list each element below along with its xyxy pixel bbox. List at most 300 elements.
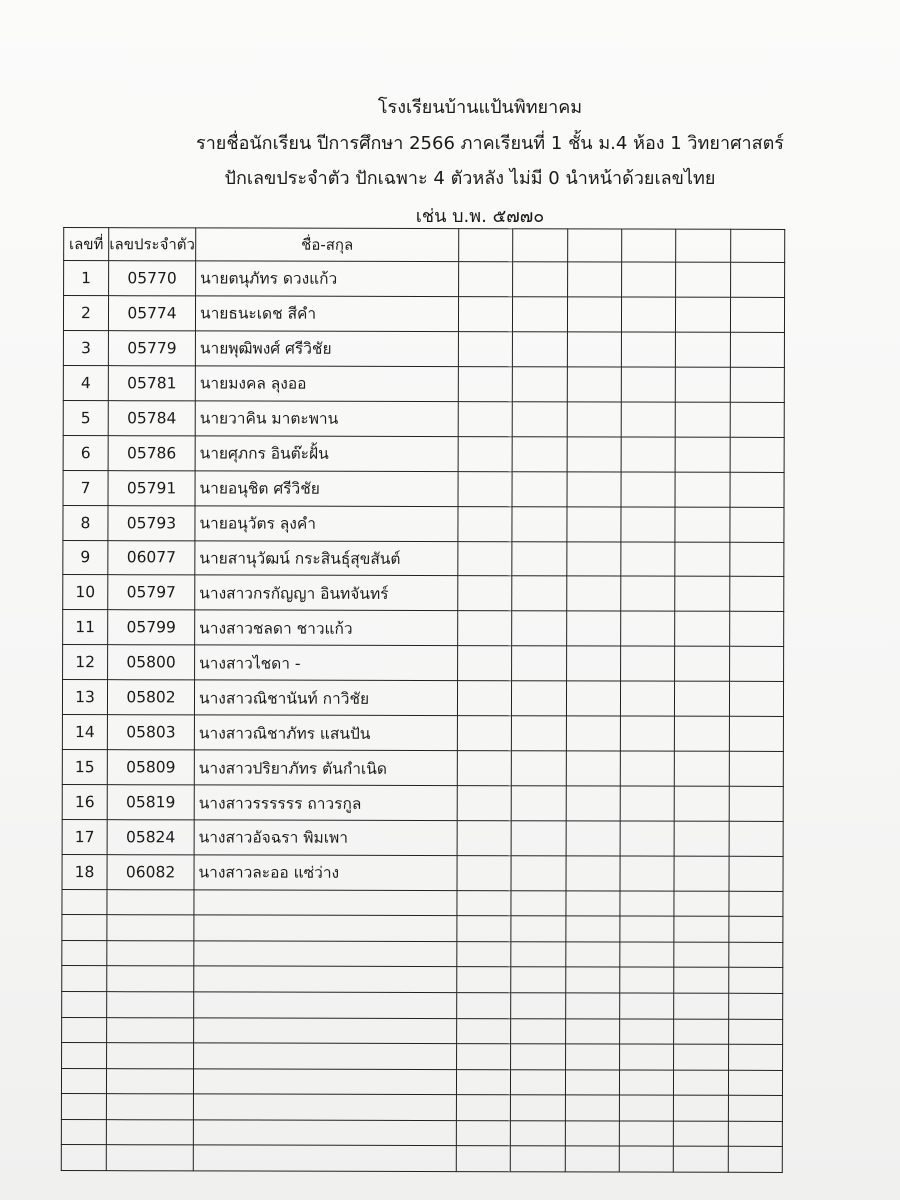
blank-cell bbox=[194, 966, 457, 992]
student-name: นางสาวปริยาภัทร ตันกำเนิด bbox=[194, 750, 457, 786]
student-id: 05784 bbox=[108, 400, 195, 435]
student-id: 05797 bbox=[108, 575, 195, 610]
blank-cell bbox=[512, 576, 566, 611]
blank-cell bbox=[730, 507, 784, 542]
blank-cell bbox=[565, 1121, 619, 1147]
student-name: นายสานุวัฒน์ กระสินธุ์สุขสันต์ bbox=[195, 540, 458, 576]
blank-cell bbox=[674, 821, 728, 856]
blank-cell bbox=[567, 402, 621, 437]
blank-cell bbox=[511, 916, 565, 942]
blank-cell bbox=[729, 917, 783, 943]
blank-cell bbox=[621, 437, 675, 472]
blank-cell bbox=[512, 541, 566, 576]
blank-cell bbox=[107, 966, 194, 992]
table-row bbox=[62, 820, 783, 857]
blank-cell bbox=[456, 1146, 510, 1172]
blank-cell bbox=[728, 968, 782, 994]
table-row bbox=[64, 261, 785, 298]
blank-cell bbox=[456, 1095, 510, 1121]
blank-cell bbox=[621, 332, 675, 367]
column-header-student-id: เลขประจำตัว bbox=[109, 228, 196, 261]
blank-cell bbox=[675, 612, 729, 647]
blank-cell bbox=[457, 942, 511, 968]
blank-cell bbox=[674, 1070, 728, 1096]
blank-cell bbox=[619, 1070, 673, 1096]
blank-cell bbox=[567, 472, 621, 507]
blank-cell bbox=[674, 1146, 728, 1172]
student-id: 05791 bbox=[108, 470, 195, 505]
blank-cell bbox=[620, 967, 674, 993]
student-id: 05803 bbox=[107, 715, 194, 750]
blank-cell bbox=[512, 681, 566, 716]
blank-cell bbox=[511, 821, 565, 856]
blank-column-header bbox=[622, 229, 676, 262]
blank-cell bbox=[457, 681, 511, 716]
empty-table-row bbox=[62, 915, 783, 942]
blank-cell bbox=[457, 1018, 511, 1044]
blank-cell bbox=[459, 262, 513, 297]
blank-cell bbox=[676, 297, 730, 332]
blank-cell bbox=[107, 992, 194, 1018]
blank-cell bbox=[193, 1094, 456, 1120]
blank-cell bbox=[457, 821, 511, 856]
blank-cell bbox=[107, 1017, 194, 1043]
row-number: 2 bbox=[63, 295, 108, 330]
blank-cell bbox=[457, 890, 511, 916]
blank-cell bbox=[567, 262, 621, 297]
blank-cell bbox=[61, 1119, 106, 1145]
blank-cell bbox=[194, 915, 457, 941]
blank-cell bbox=[62, 915, 107, 941]
row-number: 5 bbox=[63, 400, 108, 435]
blank-cell bbox=[674, 1095, 728, 1121]
blank-cell bbox=[621, 542, 675, 577]
student-name: นายอนุวัตร ลุงคำ bbox=[195, 505, 458, 541]
blank-cell bbox=[62, 889, 107, 915]
blank-cell bbox=[513, 262, 567, 297]
blank-cell bbox=[457, 856, 511, 891]
blank-cell bbox=[513, 297, 567, 332]
blank-cell bbox=[621, 297, 675, 332]
empty-table-row bbox=[61, 1119, 782, 1146]
blank-cell bbox=[730, 402, 784, 437]
blank-cell bbox=[674, 891, 728, 917]
row-number: 18 bbox=[62, 854, 107, 889]
blank-cell bbox=[728, 993, 782, 1019]
column-header-number: เลขที่ bbox=[64, 228, 109, 261]
row-number: 8 bbox=[63, 505, 108, 540]
blank-cell bbox=[567, 367, 621, 402]
student-name: นายธนะเดช สีคำ bbox=[195, 296, 458, 332]
blank-cell bbox=[106, 1119, 193, 1145]
student-id: 05824 bbox=[107, 820, 194, 855]
blank-cell bbox=[567, 332, 621, 367]
blank-cell bbox=[729, 821, 783, 856]
blank-cell bbox=[619, 1146, 673, 1172]
blank-cell bbox=[511, 1120, 565, 1146]
blank-cell bbox=[620, 786, 674, 821]
blank-cell bbox=[566, 856, 620, 891]
blank-cell bbox=[675, 751, 729, 786]
blank-cell bbox=[621, 576, 675, 611]
blank-cell bbox=[511, 993, 565, 1019]
blank-cell bbox=[61, 1094, 106, 1120]
blank-cell bbox=[194, 890, 457, 916]
blank-cell bbox=[511, 891, 565, 917]
blank-cell bbox=[728, 1095, 782, 1121]
student-id: 05793 bbox=[108, 505, 195, 540]
table-row bbox=[63, 400, 784, 437]
blank-cell bbox=[620, 1019, 674, 1045]
blank-cell bbox=[566, 541, 620, 576]
student-roster-table bbox=[61, 227, 785, 1173]
blank-cell bbox=[565, 1069, 619, 1095]
blank-cell bbox=[566, 611, 620, 646]
blank-cell bbox=[512, 751, 566, 786]
blank-cell bbox=[106, 1068, 193, 1094]
blank-cell bbox=[512, 611, 566, 646]
blank-cell bbox=[729, 716, 783, 751]
row-number: 4 bbox=[63, 365, 108, 400]
blank-cell bbox=[512, 786, 566, 821]
blank-cell bbox=[512, 646, 566, 681]
blank-cell bbox=[676, 402, 730, 437]
blank-cell bbox=[458, 611, 512, 646]
blank-cell bbox=[513, 401, 567, 436]
table-row bbox=[63, 295, 784, 332]
row-number: 16 bbox=[62, 785, 107, 820]
blank-cell bbox=[194, 941, 457, 967]
table-row bbox=[62, 680, 783, 717]
student-id: 06082 bbox=[107, 855, 194, 890]
blank-cell bbox=[729, 542, 783, 577]
blank-cell bbox=[729, 891, 783, 917]
blank-cell bbox=[674, 993, 728, 1019]
blank-cell bbox=[675, 681, 729, 716]
row-number: 10 bbox=[63, 575, 108, 610]
blank-cell bbox=[566, 646, 620, 681]
blank-cell bbox=[730, 367, 784, 402]
student-name: นายศุภกร อินต๊ะฝั้น bbox=[195, 436, 458, 472]
blank-cell bbox=[513, 367, 567, 402]
blank-cell bbox=[567, 506, 621, 541]
table-row bbox=[63, 645, 784, 682]
blank-cell bbox=[458, 366, 512, 401]
blank-cell bbox=[728, 1121, 782, 1147]
blank-cell bbox=[620, 751, 674, 786]
blank-cell bbox=[730, 332, 784, 367]
blank-cell bbox=[511, 1095, 565, 1121]
blank-cell bbox=[565, 993, 619, 1019]
blank-cell bbox=[107, 941, 194, 967]
student-name: นางสาวกรกัญญา อินทจันทร์ bbox=[195, 575, 458, 611]
blank-cell bbox=[458, 471, 512, 506]
student-name: นางสาวณิชานันท์ กาวิชัย bbox=[194, 680, 457, 716]
student-id: 06077 bbox=[108, 540, 195, 575]
blank-cell bbox=[512, 471, 566, 506]
row-number: 6 bbox=[63, 435, 108, 470]
student-name: นางสาวอัจฉรา พิมเพา bbox=[194, 820, 457, 856]
empty-table-row bbox=[62, 889, 783, 916]
blank-cell bbox=[620, 916, 674, 942]
blank-cell bbox=[458, 576, 512, 611]
empty-table-row bbox=[61, 1094, 782, 1121]
blank-cell bbox=[565, 967, 619, 993]
blank-cell bbox=[566, 751, 620, 786]
blank-column-header bbox=[676, 229, 730, 262]
blank-cell bbox=[674, 856, 728, 891]
blank-cell bbox=[566, 786, 620, 821]
blank-cell bbox=[622, 262, 676, 297]
table-row bbox=[63, 435, 784, 472]
blank-cell bbox=[674, 917, 728, 943]
student-name: นายอนุชิต ศรีวิชัย bbox=[195, 471, 458, 507]
blank-cell bbox=[513, 332, 567, 367]
blank-cell bbox=[61, 1145, 106, 1171]
table-row bbox=[62, 854, 783, 891]
example-text: เช่น บ.พ. ๕๗๗๐ bbox=[415, 206, 545, 227]
blank-cell bbox=[511, 942, 565, 968]
blank-cell bbox=[566, 716, 620, 751]
table-header-row bbox=[64, 228, 785, 263]
row-number: 11 bbox=[63, 610, 108, 645]
blank-column-header bbox=[567, 229, 621, 262]
blank-cell bbox=[62, 1017, 107, 1043]
blank-cell bbox=[730, 437, 784, 472]
row-number: 1 bbox=[64, 261, 109, 296]
blank-cell bbox=[675, 472, 729, 507]
blank-cell bbox=[674, 968, 728, 994]
blank-cell bbox=[512, 436, 566, 471]
blank-cell bbox=[620, 856, 674, 891]
blank-cell bbox=[729, 856, 783, 891]
blank-cell bbox=[62, 966, 107, 992]
blank-cell bbox=[729, 751, 783, 786]
blank-cell bbox=[675, 716, 729, 751]
blank-cell bbox=[456, 1120, 510, 1146]
student-name: นายตนุภัทร ดวงแก้ว bbox=[196, 261, 459, 297]
instruction-text: ปักเลขประจำตัว ปักเฉพาะ 4 ตัวหลัง ไม่มี 0 นำหน้าด้วยเลขไทย bbox=[224, 168, 716, 189]
blank-cell bbox=[511, 1146, 565, 1172]
blank-cell bbox=[620, 1044, 674, 1070]
row-number: 7 bbox=[63, 470, 108, 505]
blank-cell bbox=[619, 1121, 673, 1147]
empty-table-row bbox=[62, 940, 783, 967]
class-title: รายชื่อนักเรียน ปีการศึกษา 2566 ภาคเรียนที่ 1 ชั้น ม.4 ห้อง 1 วิทยาศาสตร์ bbox=[196, 133, 784, 154]
row-number: 17 bbox=[62, 820, 107, 855]
table-row bbox=[63, 575, 784, 612]
blank-cell bbox=[728, 1019, 782, 1045]
student-name: นางสาวไชดา - bbox=[195, 645, 458, 681]
row-number: 9 bbox=[63, 540, 108, 575]
blank-cell bbox=[62, 1043, 107, 1069]
blank-cell bbox=[729, 786, 783, 821]
blank-cell bbox=[193, 1145, 456, 1172]
blank-cell bbox=[730, 472, 784, 507]
blank-cell bbox=[728, 1146, 782, 1172]
blank-cell bbox=[674, 942, 728, 968]
school-name: โรงเรียนบ้านแป้นพิทยาคม bbox=[377, 97, 583, 118]
blank-cell bbox=[194, 1017, 457, 1043]
blank-cell bbox=[567, 297, 621, 332]
blank-column-header bbox=[730, 229, 784, 262]
blank-cell bbox=[61, 1068, 106, 1094]
student-id: 05802 bbox=[107, 680, 194, 715]
blank-cell bbox=[620, 821, 674, 856]
blank-cell bbox=[729, 577, 783, 612]
blank-cell bbox=[566, 821, 620, 856]
blank-cell bbox=[729, 612, 783, 647]
blank-cell bbox=[511, 856, 565, 891]
empty-table-row bbox=[62, 966, 783, 993]
blank-cell bbox=[194, 992, 457, 1018]
student-id: 05770 bbox=[109, 261, 196, 296]
blank-cell bbox=[457, 1044, 511, 1070]
blank-cell bbox=[458, 506, 512, 541]
blank-cell bbox=[458, 331, 512, 366]
empty-table-row bbox=[62, 992, 783, 1019]
blank-cell bbox=[565, 1044, 619, 1070]
blank-cell bbox=[621, 472, 675, 507]
table-row bbox=[62, 785, 783, 822]
blank-cell bbox=[458, 436, 512, 471]
empty-table-row bbox=[61, 1068, 782, 1095]
blank-cell bbox=[620, 681, 674, 716]
blank-cell bbox=[676, 262, 730, 297]
blank-column-header bbox=[513, 229, 567, 262]
blank-cell bbox=[675, 646, 729, 681]
blank-cell bbox=[728, 942, 782, 968]
table-row bbox=[63, 610, 784, 647]
student-name: นางสาวชลดา ชาวแก้ว bbox=[195, 610, 458, 646]
table-row bbox=[63, 330, 784, 367]
blank-cell bbox=[458, 297, 512, 332]
blank-cell bbox=[456, 1069, 510, 1095]
blank-cell bbox=[620, 942, 674, 968]
blank-cell bbox=[565, 942, 619, 968]
student-name: นายพุฒิพงศ์ ศรีวิชัย bbox=[195, 331, 458, 367]
blank-cell bbox=[676, 367, 730, 402]
row-number: 14 bbox=[62, 715, 107, 750]
table-row bbox=[62, 750, 783, 787]
blank-cell bbox=[512, 716, 566, 751]
blank-cell bbox=[107, 890, 194, 916]
blank-cell bbox=[457, 967, 511, 993]
student-id: 05786 bbox=[108, 435, 195, 470]
blank-cell bbox=[675, 542, 729, 577]
blank-cell bbox=[674, 1121, 728, 1147]
blank-cell bbox=[621, 611, 675, 646]
empty-table-row bbox=[61, 1145, 782, 1173]
table-row bbox=[63, 470, 784, 507]
empty-table-row bbox=[62, 1017, 783, 1044]
student-name: นางสาวณิชาภัทร แสนปัน bbox=[194, 715, 457, 751]
row-number: 12 bbox=[63, 645, 108, 680]
blank-cell bbox=[728, 1044, 782, 1070]
blank-cell bbox=[107, 1043, 194, 1069]
blank-cell bbox=[511, 1018, 565, 1044]
blank-cell bbox=[457, 786, 511, 821]
blank-cell bbox=[674, 1019, 728, 1045]
table-row bbox=[62, 715, 783, 752]
blank-cell bbox=[193, 1068, 456, 1094]
table-row bbox=[63, 365, 784, 402]
blank-cell bbox=[620, 891, 674, 917]
row-number: 15 bbox=[62, 750, 107, 785]
blank-cell bbox=[730, 297, 784, 332]
empty-table-row bbox=[62, 1043, 783, 1070]
blank-cell bbox=[676, 332, 730, 367]
blank-cell bbox=[729, 682, 783, 717]
blank-cell bbox=[458, 401, 512, 436]
row-number: 3 bbox=[63, 330, 108, 365]
student-id: 05774 bbox=[108, 296, 195, 331]
student-id: 05799 bbox=[108, 610, 195, 645]
blank-cell bbox=[62, 992, 107, 1018]
blank-cell bbox=[106, 1094, 193, 1120]
blank-column-header bbox=[459, 229, 513, 262]
table-row bbox=[63, 505, 784, 542]
blank-cell bbox=[566, 681, 620, 716]
blank-cell bbox=[512, 506, 566, 541]
blank-cell bbox=[565, 1018, 619, 1044]
blank-cell bbox=[566, 916, 620, 942]
blank-cell bbox=[621, 646, 675, 681]
blank-cell bbox=[674, 786, 728, 821]
blank-cell bbox=[675, 577, 729, 612]
blank-cell bbox=[565, 1146, 619, 1172]
blank-cell bbox=[566, 891, 620, 917]
student-name: นางสาวรรรรรร ถาวรกูล bbox=[194, 785, 457, 821]
student-name: นายมงคล ลุงออ bbox=[195, 366, 458, 402]
blank-cell bbox=[728, 1070, 782, 1096]
student-name: นางสาวละออ แซ่ว่าง bbox=[194, 855, 457, 891]
blank-cell bbox=[730, 262, 784, 297]
student-id: 05819 bbox=[107, 785, 194, 820]
blank-cell bbox=[620, 716, 674, 751]
blank-cell bbox=[511, 1044, 565, 1070]
student-id: 05800 bbox=[108, 645, 195, 680]
blank-cell bbox=[457, 751, 511, 786]
blank-cell bbox=[567, 437, 621, 472]
student-id: 05779 bbox=[108, 331, 195, 366]
blank-cell bbox=[565, 1095, 619, 1121]
blank-cell bbox=[62, 940, 107, 966]
blank-cell bbox=[675, 507, 729, 542]
table-row bbox=[63, 540, 784, 577]
blank-cell bbox=[619, 1095, 673, 1121]
blank-cell bbox=[674, 1044, 728, 1070]
table-body bbox=[61, 261, 784, 1173]
blank-cell bbox=[106, 1145, 193, 1171]
blank-cell bbox=[458, 541, 512, 576]
student-id: 05781 bbox=[108, 365, 195, 400]
blank-cell bbox=[107, 915, 194, 941]
blank-cell bbox=[511, 1069, 565, 1095]
row-number: 13 bbox=[62, 680, 107, 715]
blank-cell bbox=[566, 576, 620, 611]
blank-cell bbox=[621, 367, 675, 402]
blank-cell bbox=[675, 437, 729, 472]
blank-cell bbox=[621, 402, 675, 437]
blank-cell bbox=[457, 993, 511, 1019]
blank-cell bbox=[193, 1120, 456, 1146]
blank-cell bbox=[457, 916, 511, 942]
blank-cell bbox=[620, 993, 674, 1019]
blank-cell bbox=[457, 716, 511, 751]
student-id: 05809 bbox=[107, 750, 194, 785]
blank-cell bbox=[194, 1043, 457, 1069]
